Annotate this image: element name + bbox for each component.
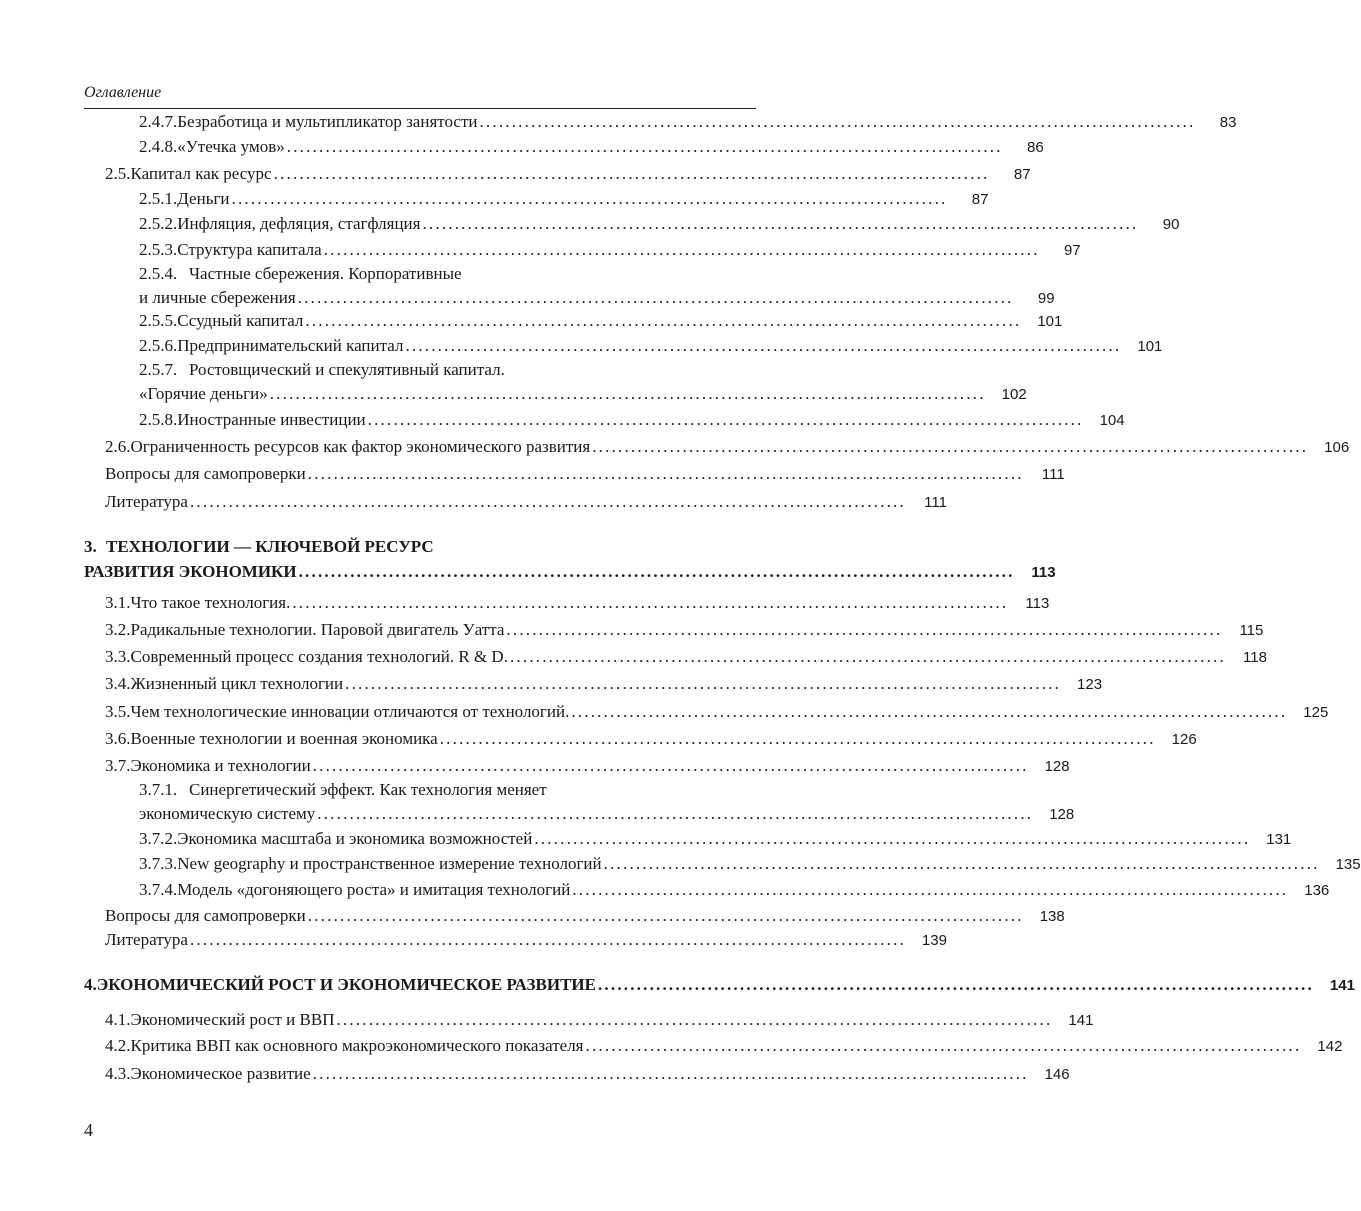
toc-entry[interactable] (84, 240, 1081, 261)
toc-entry-page: 146 (1044, 1066, 1070, 1083)
toc-entry-number: 2.5.4. (139, 264, 178, 283)
toc-entry-title: Экономика и технологии (130, 756, 311, 775)
toc-entry[interactable] (84, 880, 1330, 901)
toc-entry-number: 4.3. (105, 1064, 131, 1083)
toc-entry[interactable] (84, 1064, 1070, 1085)
dot-leader: ............................................................................................................... (323, 240, 1040, 259)
toc-entry[interactable] (84, 854, 1361, 875)
toc-entry[interactable] (84, 647, 1267, 668)
toc-entry-title: Инфляция, дефляция, стагфляция (177, 214, 421, 233)
toc-entry-title: ЭКОНОМИЧЕСКИЙ РОСТ И ЭКОНОМИЧЕСКОЕ РАЗВИТИЕ (96, 975, 596, 994)
dot-leader: ............................................................................................................... (273, 164, 990, 183)
dot-leader: ............................................................................................................... (439, 729, 1156, 748)
toc-entry-page: 111 (924, 494, 947, 511)
toc-entry[interactable] (84, 437, 1350, 458)
toc-entry-number: 3.7.1. (139, 780, 178, 799)
toc-entry-number: 3.7.4. (139, 880, 178, 899)
toc-entry-page: 113 (1025, 595, 1050, 612)
toc-entry[interactable] (84, 593, 1050, 614)
toc-entry-page: 131 (1266, 831, 1292, 848)
toc-entry-number: 2.5.1. (139, 189, 178, 208)
dot-leader: ............................................................................................................... (307, 464, 1024, 483)
toc-entry-page: 86 (1027, 139, 1044, 156)
toc-entry-page: 141 (1329, 977, 1355, 994)
toc-entry-title: Вопросы для самопроверки (105, 464, 306, 483)
toc-entry[interactable] (84, 214, 1180, 235)
toc-entry-title: Структура капитала (177, 240, 322, 259)
dot-leader: ............................................................................................................... (298, 562, 1015, 581)
toc-entry[interactable] (84, 930, 947, 951)
dot-leader: ............................................................................................................... (189, 492, 906, 511)
toc-entry-page: 138 (1039, 908, 1065, 925)
toc-entry-page: 128 (1044, 758, 1070, 775)
toc-entry-number: 2.5.3. (139, 240, 178, 259)
toc-entry-title: Экономическое развитие (130, 1064, 311, 1083)
toc-entry-title: Критика ВВП как основного макроэкономического показателя (130, 1036, 584, 1055)
dot-leader: ............................................................................................................... (597, 975, 1314, 994)
toc-entry-title: и личные сбережения (139, 288, 296, 307)
toc-entry-title: Чем технологические инновации отличаются от технологий. (130, 702, 570, 721)
toc-entry-number: 2.5.8. (139, 410, 178, 429)
toc-entry[interactable] (84, 264, 1055, 309)
toc-entry-title: Модель «догоняющего роста» и имитация технологий (177, 880, 571, 899)
dot-leader: ............................................................................................................... (269, 384, 986, 403)
toc-entry-title: Экономика масштаба и экономика возможностей (177, 829, 533, 848)
toc-entry[interactable] (84, 137, 1044, 158)
toc-entry[interactable] (84, 729, 1197, 750)
toc-entry-number: 3.5. (105, 702, 131, 721)
toc-entry[interactable] (84, 112, 1237, 133)
toc-entry-page: 115 (1239, 622, 1264, 639)
dot-leader: ............................................................................................................... (286, 137, 1003, 156)
dot-leader: ............................................................................................................... (572, 880, 1289, 899)
toc-entry-number: 2.4.8. (139, 137, 178, 156)
toc-entry[interactable] (84, 360, 1027, 405)
toc-entry-number: 3.4. (105, 674, 131, 693)
toc-entry-number: 2.4.7. (139, 112, 178, 131)
dot-leader: ............................................................................................................... (305, 311, 1022, 330)
toc-entry-page: 123 (1077, 676, 1103, 693)
running-header: Оглавление (84, 84, 162, 101)
toc-entry-number: 4. (84, 975, 97, 994)
dot-leader: ............................................................................................................... (317, 804, 1034, 823)
toc-entry-number: 2.5.7. (139, 360, 178, 379)
toc-entry-number: 3.7.2. (139, 829, 178, 848)
header-rule (84, 108, 756, 109)
toc-entry-page: 141 (1068, 1012, 1094, 1029)
toc-entry-title: Вопросы для самопроверки (105, 906, 306, 925)
dot-leader: ............................................................................................................... (336, 1010, 1053, 1029)
toc-entry-page: 139 (921, 932, 947, 949)
toc-entry-title: Синергетический эффект. Как технология меняет (189, 780, 547, 799)
dot-leader: ............................................................................................................... (506, 620, 1223, 639)
dot-leader: ............................................................................................................... (312, 1064, 1029, 1083)
dot-leader: ............................................................................................................... (231, 189, 948, 208)
toc-entry-page: 135 (1335, 856, 1361, 873)
dot-leader: ............................................................................................................... (297, 288, 1014, 307)
dot-leader: ............................................................................................................... (592, 437, 1309, 456)
toc-entry[interactable] (84, 620, 1264, 641)
dot-leader: ............................................................................................................... (292, 593, 1009, 612)
toc-entry-title: Жизненный цикл технологии (130, 674, 344, 693)
toc-entry[interactable] (84, 975, 1355, 996)
dot-leader: ............................................................................................................... (585, 1036, 1302, 1055)
toc-entry-page: 136 (1304, 882, 1330, 899)
toc-entry[interactable] (84, 189, 989, 210)
toc-entry-number: 2.5.5. (139, 311, 178, 330)
toc-entry[interactable] (84, 829, 1292, 850)
dot-leader: ............................................................................................................... (422, 214, 1139, 233)
toc-entry-page: 101 (1137, 338, 1163, 355)
toc-entry-title: Литература (105, 930, 188, 949)
toc-entry-page: 106 (1324, 439, 1350, 456)
toc-entry-title: Литература (105, 492, 188, 511)
toc-entry-number: 3.6. (105, 729, 131, 748)
toc-entry[interactable] (84, 336, 1163, 357)
toc-entry-title: Современный процесс создания технологий. R & D. (130, 647, 508, 666)
toc-entry-number: 4.1. (105, 1010, 131, 1029)
toc-entry-title: Капитал как ресурс (130, 164, 272, 183)
dot-leader: ............................................................................................................... (367, 410, 1084, 429)
toc-entry[interactable] (84, 906, 1065, 927)
toc-entry-number: 2.5.2. (139, 214, 178, 233)
dot-leader: ............................................................................................................... (534, 829, 1251, 848)
toc-entry-number: 2.5. (105, 164, 131, 183)
toc-entry-number: 4.2. (105, 1036, 131, 1055)
toc-entry-page: 125 (1303, 704, 1329, 721)
toc-entry-page: 87 (1013, 166, 1031, 183)
dot-leader: ............................................................................................................... (479, 112, 1196, 131)
toc-entry-number: 3. (84, 537, 97, 556)
toc-entry-page: 118 (1243, 649, 1267, 666)
toc-entry-title: РАЗВИТИЯ ЭКОНОМИКИ (84, 562, 297, 581)
toc-entry-title: Военные технологии и военная экономика (130, 729, 438, 748)
toc-entry-page: 111 (1041, 466, 1065, 483)
toc-entry[interactable] (84, 1010, 1094, 1031)
toc-entry[interactable] (84, 311, 1063, 332)
toc-entry-title: Что такое технология. (130, 593, 291, 612)
toc-entry[interactable] (84, 1036, 1343, 1057)
dot-leader: ............................................................................................................... (345, 674, 1062, 693)
toc-entry-number: 3.7.3. (139, 854, 178, 873)
toc-entry-page: 90 (1162, 216, 1180, 233)
toc-entry-number: 3.2. (105, 620, 131, 639)
toc-entry[interactable] (84, 702, 1329, 723)
toc-entry-title: «Горячие деньги» (139, 384, 268, 403)
toc-entry-title: Ростовщический и спекулятивный капитал. (189, 360, 505, 379)
toc-entry-number: 2.5.6. (139, 336, 178, 355)
toc-entry-title: экономическую систему (139, 804, 316, 823)
toc-entry-page: 99 (1037, 290, 1055, 307)
toc-entry-number: 3.3. (105, 647, 131, 666)
toc-entry[interactable] (84, 780, 1075, 825)
toc-entry-page: 83 (1219, 114, 1237, 131)
toc-entry[interactable] (84, 492, 947, 513)
toc-entry-title: Частные сбережения. Корпоративные (189, 264, 462, 283)
dot-leader: ............................................................................................................... (603, 854, 1320, 873)
page-number: 4 (84, 1120, 93, 1140)
toc-entry[interactable] (84, 464, 1065, 485)
toc-entry[interactable] (84, 537, 1056, 583)
dot-leader: ............................................................................................................... (405, 336, 1122, 355)
toc-entry-title: Иностранные инвестиции (177, 410, 366, 429)
toc-entry-title: Безработица и мультипликатор занятости (177, 112, 478, 131)
toc-entry-title: Ссудный капитал (177, 311, 304, 330)
toc-entry-title: Ограниченность ресурсов как фактор экономического развития (130, 437, 591, 456)
dot-leader: ............................................................................................................... (307, 906, 1024, 925)
toc-entry-page: 102 (1001, 386, 1027, 403)
toc-entry-page: 128 (1049, 806, 1075, 823)
toc-entry[interactable] (84, 674, 1103, 695)
toc-entry[interactable] (84, 164, 1031, 185)
toc-entry[interactable] (84, 756, 1070, 777)
toc-entry-title: Деньги (177, 189, 230, 208)
toc-entry-page: 104 (1099, 412, 1125, 429)
toc-entry-title: Радикальные технологии. Паровой двигатель Уатта (130, 620, 505, 639)
toc-entry-title: «Утечка умов» (177, 137, 285, 156)
dot-leader: ............................................................................................................... (509, 647, 1226, 666)
toc-entry-number: 3.1. (105, 593, 131, 612)
dot-leader: ............................................................................................................... (189, 930, 906, 949)
toc-entry-page: 126 (1171, 731, 1197, 748)
toc-entry-title: ТЕХНОЛОГИИ — КЛЮЧЕВОЙ РЕСУРС (106, 537, 434, 556)
toc-entry-title: Предпринимательский капитал (177, 336, 404, 355)
toc-entry-page: 101 (1037, 313, 1063, 330)
toc-entry-title: Экономический рост и ВВП (130, 1010, 335, 1029)
toc-entry-page: 97 (1063, 242, 1081, 259)
toc-entry[interactable] (84, 410, 1125, 431)
toc-entry-number: 3.7. (105, 756, 131, 775)
toc-entry-page: 142 (1317, 1038, 1343, 1055)
toc-entry-title: New geography и пространственное измерение технологий (177, 854, 602, 873)
toc-entry-page: 87 (971, 191, 989, 208)
dot-leader: ............................................................................................................... (571, 702, 1288, 721)
dot-leader: ............................................................................................................... (312, 756, 1029, 775)
toc-entry-page: 113 (1031, 564, 1056, 581)
toc-entry-number: 2.6. (105, 437, 131, 456)
